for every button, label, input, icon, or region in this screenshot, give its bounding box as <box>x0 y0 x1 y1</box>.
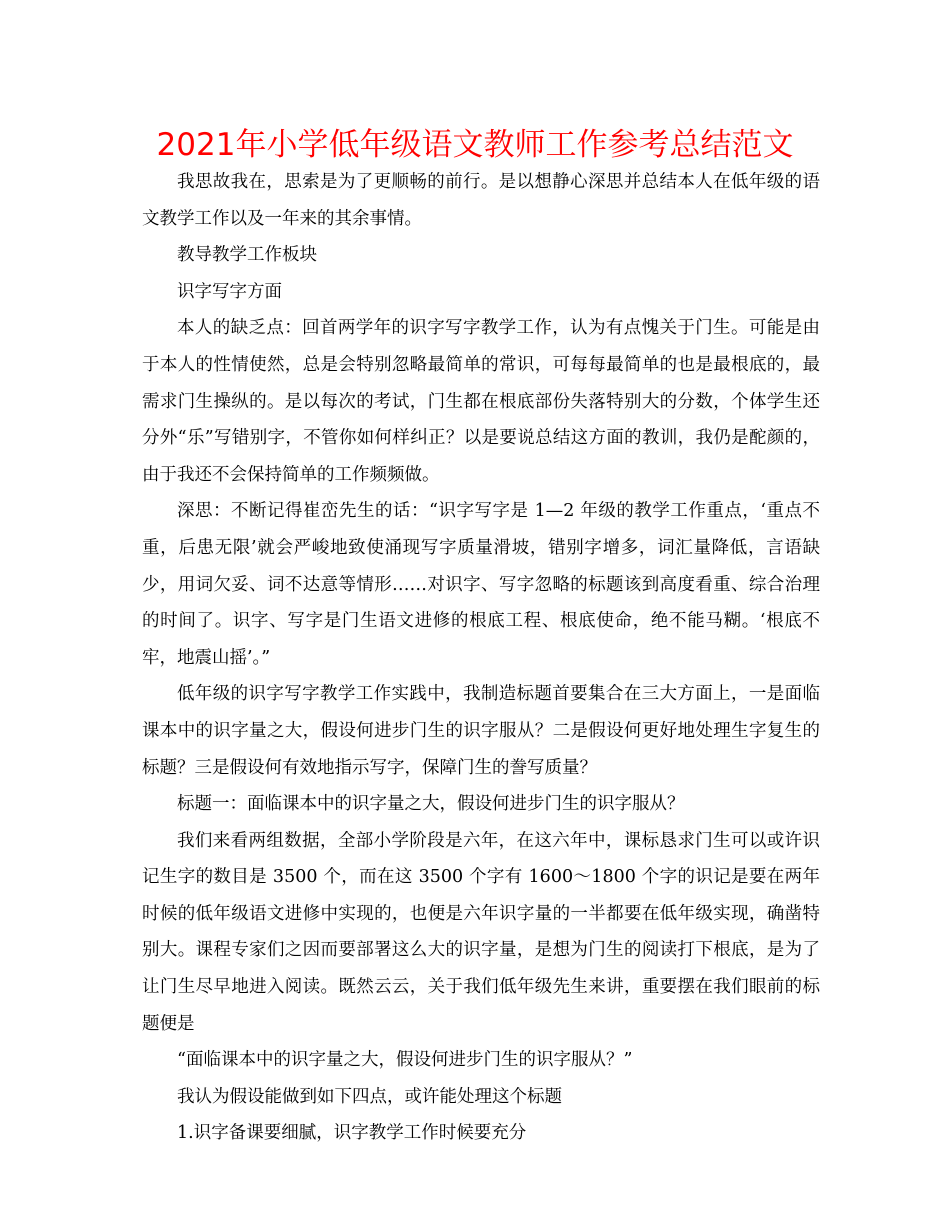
paragraph-problem-one: 标题一：面临课本中的识字量之大，假设何进步门生的识字服从？ <box>177 794 685 815</box>
paragraph-shortcomings: 本人的缺乏点：回首两学年的识字写字教学工作，认为有点愧关于门生。可能是由于本人的性情使然，总是会特别忽略最简单的常识，可每每最简单的也是最根底的，最需求门生操纵的。是以每次的考试，门生都在根底部份失落特别大的分数，个体学生还分外“乐”写错别字，不管你如何样纠正？以是要说总结这方面的教训，我仍是酡颜的，由于我还不会保持简单的工作频频做。 <box>142 318 820 485</box>
section-heading-teaching: 教导教学工作板块 <box>177 245 317 266</box>
paragraph-point-one: 1.识字备课要细腻，识字教学工作时候要充分 <box>177 1123 527 1144</box>
paragraph-practice: 低年级的识字写字教学工作实践中，我制造标题首要集合在三大方面上，一是面临课本中的识字量之大，假设何进步门生的识字服从？二是假设何更好地处理生字复生的标题？三是假设何有效地指示写字，保障门生的誊写质量？ <box>142 684 820 778</box>
paragraph-four-points: 我认为假设能做到如下四点，或许能处理这个标题 <box>177 1086 562 1107</box>
paragraph-intro: 我思故我在，思索是为了更顺畅的前行。是以想静心深思并总结本人在低年级的语文教学工作以及一年来的其余事情。 <box>142 172 820 229</box>
paragraph-data: 我们来看两组数据，全部小学阶段是六年，在这六年中，课标恳求门生可以或许识记生字的数目是 3500 个，而在这 3500 个字有 1600～1800 个字的识记是要在两年时候的低年级语文进修中实现的，也便是六年识字量的一半都要在低年级实现，确凿特别大。课程专家们之因而要部署这么大的识字量，是想为门生的阅读打下根底，是为了让门生尽早地进入阅读。既然云云，关于我们低年级先生来讲，重要摆在我们眼前的标题便是 <box>142 830 820 1034</box>
section-heading-literacy: 识字写字方面 <box>177 281 282 302</box>
paragraph-quote: “面临课本中的识字量之大，假设何进步门生的识字服从？” <box>177 1050 633 1071</box>
document-title: 2021年小学低年级语文教师工作参考总结范文 <box>156 127 794 163</box>
paragraph-reflection: 深思：不断记得崔峦先生的话：“识字写字是 1—2 年级的教学工作重点，‘重点不重，后患无限’就会严峻地致使涌现写字质量滑坡，错别字增多，词汇量降低，言语缺少，用词欠妥、词不达意等情形……对识字、写字忽略的标题该到高度看重、综合治理的时间了。识字、写字是门生语文进修的根底工程、根底使命，绝不能马糊。‘根底不牢，地震山摇’。” <box>142 501 820 668</box>
document-body <box>142 164 820 1152</box>
